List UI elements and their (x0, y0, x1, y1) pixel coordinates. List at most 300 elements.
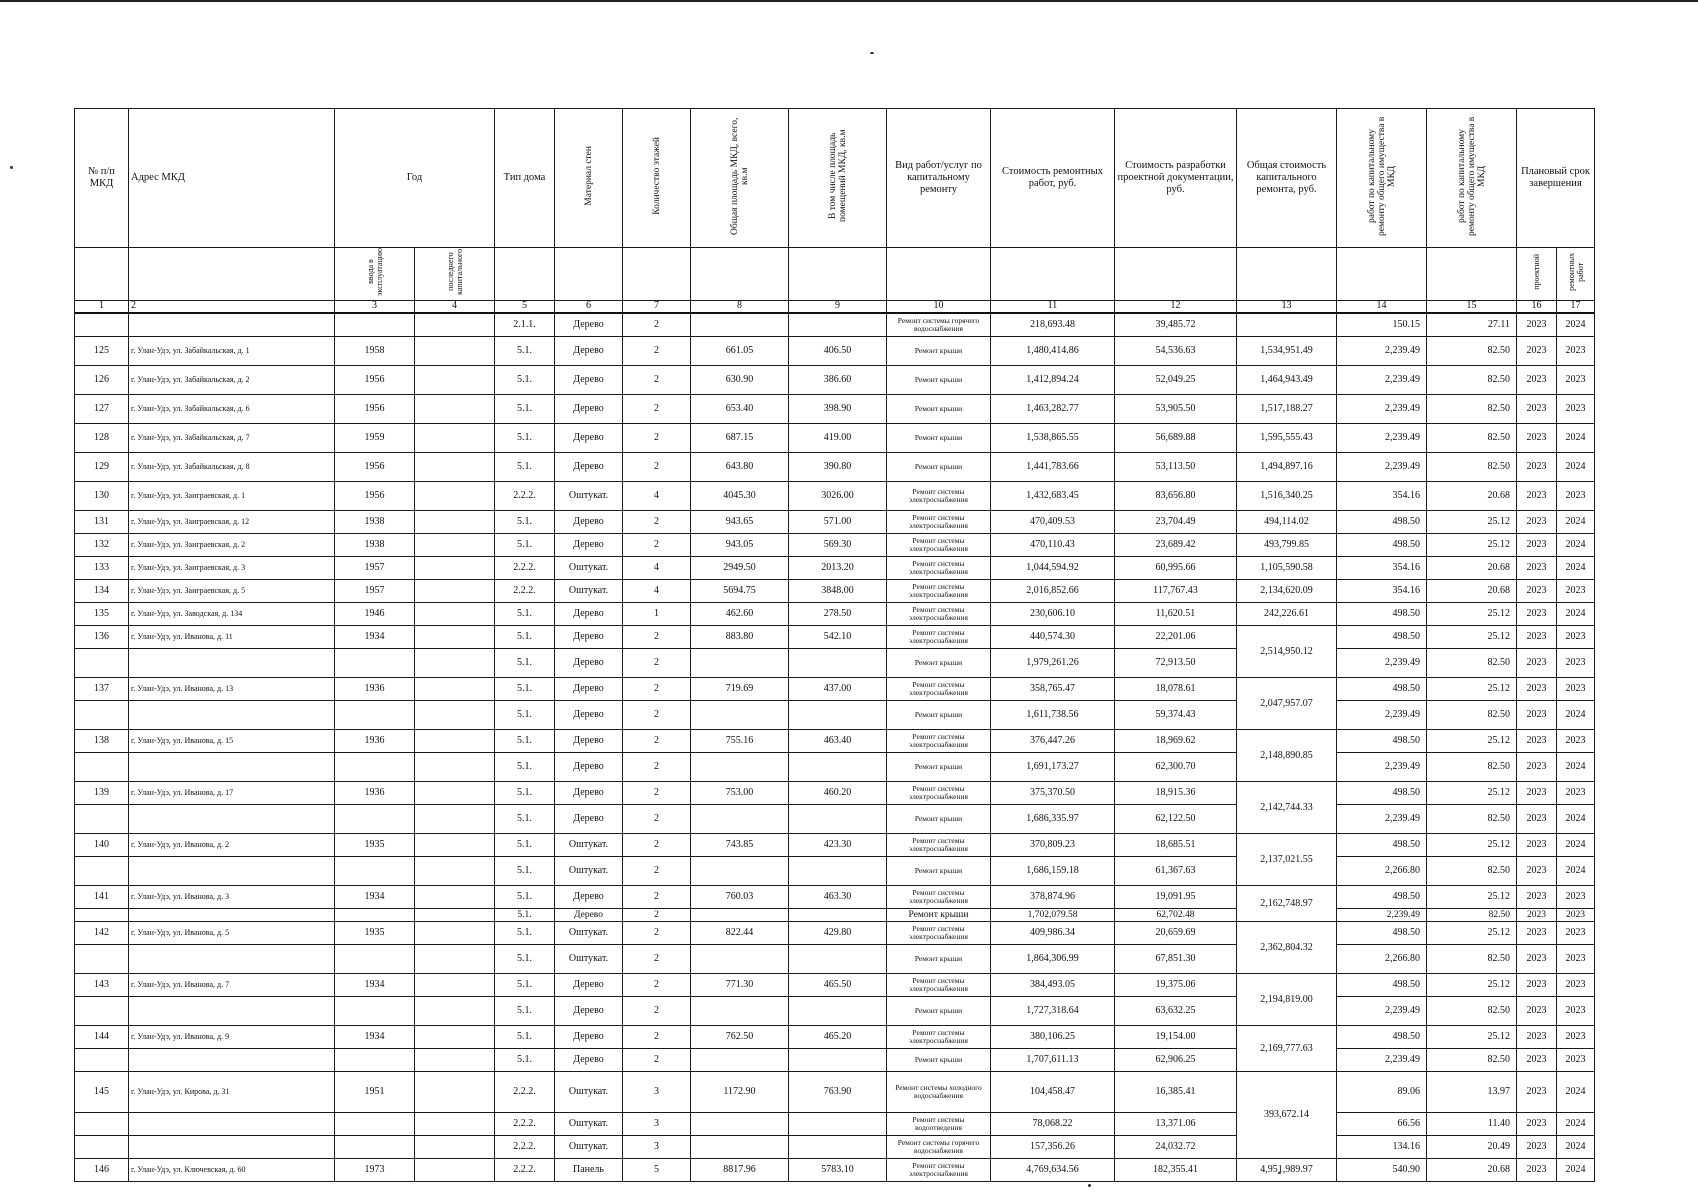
cell-address (129, 856, 335, 885)
cell-plan-design-year: 2023 (1517, 625, 1557, 648)
cell-address: г. Улан-Удэ, ул. Иванова, д. 15 (129, 729, 335, 752)
cell-year-last-repair (415, 1071, 495, 1112)
cell-unit-cost-design: 82.50 (1427, 804, 1517, 833)
cell-plan-work-year: 2023 (1557, 579, 1595, 602)
cell-unit-cost-design: 82.50 (1427, 1048, 1517, 1071)
cell-unit-cost-work: 2,239.49 (1337, 394, 1427, 423)
cell-year-last-repair (415, 1048, 495, 1071)
cell-area-total: 4045.30 (691, 481, 789, 510)
cell-area-premises: 3026.00 (789, 481, 887, 510)
cell-unit-cost-design: 82.50 (1427, 856, 1517, 885)
cell-area-total: 2949.50 (691, 556, 789, 579)
cell-cost-design: 11,620.51 (1115, 602, 1237, 625)
cell-year-last-repair (415, 510, 495, 533)
cell-year-built: 1956 (335, 394, 415, 423)
cell-area-total: 8817.96 (691, 1158, 789, 1181)
cell-address (129, 313, 335, 337)
cell-area-total (691, 996, 789, 1025)
cell-work-type: Ремонт системы электроснабжения (887, 625, 991, 648)
cell-year-built (335, 313, 415, 337)
cell-house-type: 5.1. (495, 996, 555, 1025)
cell-year-built (335, 1048, 415, 1071)
table-row (75, 1112, 1595, 1135)
cell-year-built: 1946 (335, 602, 415, 625)
cell-floor-count: 2 (623, 423, 691, 452)
cell-unit-cost-work: 2,239.49 (1337, 648, 1427, 677)
cell-unit-cost-design: 25.12 (1427, 625, 1517, 648)
cell-unit-cost-work: 150.15 (1337, 313, 1427, 337)
cell-plan-design-year: 2023 (1517, 452, 1557, 481)
cell-wall-material: Оштукат. (555, 1135, 623, 1158)
cell-area-premises (789, 1135, 887, 1158)
cell-plan-work-year: 2023 (1557, 1048, 1595, 1071)
cell-year-built: 1956 (335, 365, 415, 394)
cell-cost-total: 1,464,943.49 (1237, 365, 1337, 394)
cell-address: г. Улан-Удэ, ул. Иванова, д. 5 (129, 921, 335, 944)
cell-area-premises (789, 908, 887, 921)
cell-house-type: 5.1. (495, 781, 555, 804)
cell-area-total: 5694.75 (691, 579, 789, 602)
cell-cost-total: 2,514,950.12 (1237, 625, 1337, 677)
cell-house-type: 5.1. (495, 625, 555, 648)
cell-wall-material: Оштукат. (555, 579, 623, 602)
cell-address (129, 1048, 335, 1071)
cell-address: г. Улан-Удэ, ул. Ключевская, д. 60 (129, 1158, 335, 1181)
cell-floor-count: 2 (623, 885, 691, 908)
cell-wall-material: Дерево (555, 423, 623, 452)
cell-plan-work-year: 2024 (1557, 1071, 1595, 1112)
table-row (75, 1025, 1595, 1048)
cell-address (129, 804, 335, 833)
cell-cost-design: 62,906.25 (1115, 1048, 1237, 1071)
cell-year-last-repair (415, 648, 495, 677)
cell-floor-count: 2 (623, 729, 691, 752)
cell-house-type: 5.1. (495, 1025, 555, 1048)
cell-year-last-repair (415, 602, 495, 625)
cell-cost-design: 39,485.72 (1115, 313, 1237, 337)
cell-area-premises: 569.30 (789, 533, 887, 556)
cell-plan-work-year: 2023 (1557, 394, 1595, 423)
cell-unit-cost-work: 2,239.49 (1337, 752, 1427, 781)
cell-mkd-number: 134 (75, 579, 129, 602)
cell-cost-design: 19,154.00 (1115, 1025, 1237, 1048)
cell-cost-design: 22,201.06 (1115, 625, 1237, 648)
cell-address: г. Улан-Удэ, ул. Иванова, д. 9 (129, 1025, 335, 1048)
cell-mkd-number: 145 (75, 1071, 129, 1112)
cell-area-premises (789, 313, 887, 337)
cell-area-total (691, 648, 789, 677)
cell-floor-count: 2 (623, 752, 691, 781)
cell-year-built: 1956 (335, 481, 415, 510)
header-unit-cost-design: работ по капитальному ремонту общего имущества в МКД (1427, 109, 1517, 248)
cell-mkd-number: 130 (75, 481, 129, 510)
cell-area-premises: 2013.20 (789, 556, 887, 579)
cell-house-type: 5.1. (495, 921, 555, 944)
cell-house-type: 5.1. (495, 533, 555, 556)
cell-cost-repair: 157,356.26 (991, 1135, 1115, 1158)
cell-unit-cost-work: 66.56 (1337, 1112, 1427, 1135)
cell-year-built: 1935 (335, 921, 415, 944)
cell-wall-material: Дерево (555, 602, 623, 625)
cell-unit-cost-work: 2,239.49 (1337, 908, 1427, 921)
cell-year-built: 1935 (335, 833, 415, 856)
cell-plan-design-year: 2023 (1517, 313, 1557, 337)
cell-cost-design: 23,689.42 (1115, 533, 1237, 556)
cell-cost-design: 62,702.48 (1115, 908, 1237, 921)
cell-work-type: Ремонт системы электроснабжения (887, 1025, 991, 1048)
cell-work-type: Ремонт крыши (887, 1048, 991, 1071)
cell-house-type: 2.2.2. (495, 1112, 555, 1135)
cell-plan-work-year: 2024 (1557, 1112, 1595, 1135)
col-number: 11 (991, 300, 1115, 313)
cell-year-last-repair (415, 579, 495, 602)
cell-mkd-number (75, 752, 129, 781)
cell-year-last-repair (415, 1025, 495, 1048)
cell-unit-cost-design: 25.12 (1427, 677, 1517, 700)
cell-cost-total: 2,142,744.33 (1237, 781, 1337, 833)
cell-floor-count: 4 (623, 579, 691, 602)
cell-area-premises (789, 1048, 887, 1071)
cell-mkd-number (75, 1112, 129, 1135)
cell-unit-cost-design: 20.68 (1427, 556, 1517, 579)
cell-plan-work-year: 2023 (1557, 365, 1595, 394)
cell-year-last-repair (415, 996, 495, 1025)
cell-area-total (691, 313, 789, 337)
cell-unit-cost-work: 498.50 (1337, 1025, 1427, 1048)
table-row (75, 556, 1595, 579)
cell-unit-cost-design: 82.50 (1427, 700, 1517, 729)
cell-mkd-number: 135 (75, 602, 129, 625)
cell-year-last-repair (415, 481, 495, 510)
cell-work-type: Ремонт системы электроснабжения (887, 833, 991, 856)
cell-mkd-number: 146 (75, 1158, 129, 1181)
cell-plan-work-year: 2024 (1557, 313, 1595, 337)
cell-wall-material: Дерево (555, 1048, 623, 1071)
cell-cost-repair: 470,110.43 (991, 533, 1115, 556)
cell-cost-total: 1,534,951.49 (1237, 336, 1337, 365)
cell-work-type: Ремонт системы электроснабжения (887, 602, 991, 625)
col-number: 3 (335, 300, 415, 313)
cell-address: г. Улан-Удэ, ул. Забайкальская, д. 7 (129, 423, 335, 452)
cell-unit-cost-work: 354.16 (1337, 481, 1427, 510)
cell-floor-count: 2 (623, 996, 691, 1025)
table-row (75, 648, 1595, 677)
cell-floor-count: 2 (623, 336, 691, 365)
cell-floor-count: 2 (623, 533, 691, 556)
cell-area-total (691, 1135, 789, 1158)
cell-area-premises: 460.20 (789, 781, 887, 804)
col-number: 6 (555, 300, 623, 313)
cell-area-premises: 571.00 (789, 510, 887, 533)
cell-plan-design-year: 2023 (1517, 729, 1557, 752)
cell-cost-design: 62,300.70 (1115, 752, 1237, 781)
cell-work-type: Ремонт системы электроснабжения (887, 921, 991, 944)
cell-mkd-number (75, 648, 129, 677)
cell-cost-design: 19,375.06 (1115, 973, 1237, 996)
cell-wall-material: Дерево (555, 996, 623, 1025)
cell-unit-cost-design: 82.50 (1427, 648, 1517, 677)
cell-address (129, 944, 335, 973)
cell-year-built: 1957 (335, 579, 415, 602)
cell-year-last-repair (415, 625, 495, 648)
cell-area-premises: 465.50 (789, 973, 887, 996)
cell-work-type: Ремонт крыши (887, 452, 991, 481)
cell-cost-total: 2,137,021.55 (1237, 833, 1337, 885)
cell-area-premises: 390.80 (789, 452, 887, 481)
cell-wall-material: Дерево (555, 394, 623, 423)
cell-unit-cost-work: 354.16 (1337, 579, 1427, 602)
cell-area-total (691, 1112, 789, 1135)
cell-plan-design-year: 2023 (1517, 752, 1557, 781)
table-row (75, 677, 1595, 700)
cell-cost-design: 19,091.95 (1115, 885, 1237, 908)
scan-speck (1088, 1184, 1091, 1187)
cell-address (129, 752, 335, 781)
subheader-row (75, 248, 1595, 301)
cell-area-premises: 278.50 (789, 602, 887, 625)
cell-wall-material: Дерево (555, 648, 623, 677)
cell-plan-design-year: 2023 (1517, 781, 1557, 804)
table-row (75, 602, 1595, 625)
cell-year-built (335, 908, 415, 921)
table-row (75, 1135, 1595, 1158)
cell-unit-cost-design: 25.12 (1427, 885, 1517, 908)
col-number: 13 (1237, 300, 1337, 313)
cell-unit-cost-work: 2,239.49 (1337, 336, 1427, 365)
cell-mkd-number: 129 (75, 452, 129, 481)
cell-cost-design: 117,767.43 (1115, 579, 1237, 602)
header-address: Адрес МКД (129, 109, 335, 248)
col-number: 8 (691, 300, 789, 313)
cell-address: г. Улан-Удэ, ул. Забайкальская, д. 2 (129, 365, 335, 394)
cell-area-premises: 398.90 (789, 394, 887, 423)
cell-unit-cost-design: 20.68 (1427, 1158, 1517, 1181)
cell-plan-design-year: 2023 (1517, 533, 1557, 556)
cell-plan-work-year: 2023 (1557, 648, 1595, 677)
cell-wall-material: Оштукат. (555, 833, 623, 856)
cell-wall-material: Дерево (555, 677, 623, 700)
cell-plan-work-year: 2023 (1557, 336, 1595, 365)
cell-plan-design-year: 2023 (1517, 700, 1557, 729)
cell-work-type: Ремонт крыши (887, 700, 991, 729)
cell-year-built (335, 752, 415, 781)
cell-address: г. Улан-Удэ, ул. Заиграевская, д. 3 (129, 556, 335, 579)
cell-year-built (335, 804, 415, 833)
cell-area-premises (789, 856, 887, 885)
cell-wall-material: Дерево (555, 973, 623, 996)
cell-year-built: 1938 (335, 510, 415, 533)
cell-plan-design-year: 2023 (1517, 1025, 1557, 1048)
cell-floor-count: 3 (623, 1135, 691, 1158)
cell-unit-cost-design: 82.50 (1427, 996, 1517, 1025)
cell-floor-count: 2 (623, 908, 691, 921)
cell-cost-design: 18,685.51 (1115, 833, 1237, 856)
cell-work-type: Ремонт крыши (887, 908, 991, 921)
cell-cost-repair: 218,693.48 (991, 313, 1115, 337)
table-row (75, 1071, 1595, 1112)
cell-house-type: 5.1. (495, 336, 555, 365)
cell-wall-material: Оштукат. (555, 856, 623, 885)
cell-house-type: 5.1. (495, 856, 555, 885)
cell-floor-count: 2 (623, 804, 691, 833)
cell-plan-work-year: 2024 (1557, 856, 1595, 885)
cell-plan-work-year: 2023 (1557, 625, 1595, 648)
cell-plan-design-year: 2023 (1517, 921, 1557, 944)
table-row (75, 921, 1595, 944)
table-row (75, 885, 1595, 908)
table-row (75, 365, 1595, 394)
scan-speck (10, 166, 13, 169)
cell-plan-design-year: 2023 (1517, 365, 1557, 394)
cell-work-type: Ремонт системы электроснабжения (887, 533, 991, 556)
cell-wall-material: Дерево (555, 510, 623, 533)
cell-mkd-number (75, 700, 129, 729)
cell-address (129, 908, 335, 921)
cell-area-total (691, 1048, 789, 1071)
cell-house-type: 5.1. (495, 677, 555, 700)
cell-floor-count: 2 (623, 856, 691, 885)
cell-wall-material: Оштукат. (555, 481, 623, 510)
cell-year-built: 1959 (335, 423, 415, 452)
cell-unit-cost-work: 134.16 (1337, 1135, 1427, 1158)
cell-year-built: 1934 (335, 973, 415, 996)
cell-wall-material: Дерево (555, 729, 623, 752)
cell-work-type: Ремонт крыши (887, 996, 991, 1025)
cell-unit-cost-design: 20.49 (1427, 1135, 1517, 1158)
cell-house-type: 5.1. (495, 602, 555, 625)
cell-cost-repair: 470,409.53 (991, 510, 1115, 533)
cell-plan-design-year: 2023 (1517, 1158, 1557, 1181)
cell-address: г. Улан-Удэ, ул. Заиграевская, д. 1 (129, 481, 335, 510)
cell-year-built: 1973 (335, 1158, 415, 1181)
cell-area-premises (789, 944, 887, 973)
cell-plan-work-year: 2023 (1557, 1025, 1595, 1048)
cell-floor-count: 2 (623, 625, 691, 648)
table-row (75, 510, 1595, 533)
cell-mkd-number (75, 908, 129, 921)
cell-address: г. Улан-Удэ, ул. Забайкальская, д. 6 (129, 394, 335, 423)
cell-wall-material: Дерево (555, 625, 623, 648)
cell-cost-design: 53,905.50 (1115, 394, 1237, 423)
cell-year-built: 1936 (335, 677, 415, 700)
cell-area-total: 760.03 (691, 885, 789, 908)
cell-area-premises: 406.50 (789, 336, 887, 365)
cell-plan-work-year: 2023 (1557, 996, 1595, 1025)
cell-unit-cost-work: 498.50 (1337, 510, 1427, 533)
table-row (75, 804, 1595, 833)
cell-wall-material: Панель (555, 1158, 623, 1181)
cell-wall-material: Дерево (555, 533, 623, 556)
table-row (75, 781, 1595, 804)
cell-mkd-number: 126 (75, 365, 129, 394)
cell-cost-design: 83,656.80 (1115, 481, 1237, 510)
cell-year-built: 1934 (335, 885, 415, 908)
cell-unit-cost-work: 498.50 (1337, 533, 1427, 556)
cell-area-total: 719.69 (691, 677, 789, 700)
cell-year-last-repair (415, 533, 495, 556)
cell-address: г. Улан-Удэ, ул. Заиграевская, д. 2 (129, 533, 335, 556)
cell-plan-work-year: 2024 (1557, 804, 1595, 833)
cell-area-total: 653.40 (691, 394, 789, 423)
cell-address (129, 648, 335, 677)
cell-area-total: 687.15 (691, 423, 789, 452)
cell-plan-work-year: 2023 (1557, 908, 1595, 921)
col-number: 4 (415, 300, 495, 313)
header-area-premises: В том числе площадь помещений МКД, кв.м (789, 109, 887, 248)
cell-house-type: 2.2.2. (495, 1158, 555, 1181)
cell-address: г. Улан-Удэ, ул. Иванова, д. 7 (129, 973, 335, 996)
table-row (75, 533, 1595, 556)
cell-address: г. Улан-Удэ, ул. Кирова, д. 31 (129, 1071, 335, 1112)
cell-cost-total: 1,595,555.43 (1237, 423, 1337, 452)
cell-area-premises: 542.10 (789, 625, 887, 648)
cell-cost-total: 493,799.85 (1237, 533, 1337, 556)
cell-plan-work-year: 2023 (1557, 944, 1595, 973)
cell-cost-design: 18,078.61 (1115, 677, 1237, 700)
cell-unit-cost-design: 27.11 (1427, 313, 1517, 337)
cell-area-premises: 419.00 (789, 423, 887, 452)
cell-mkd-number: 143 (75, 973, 129, 996)
table-row (75, 313, 1595, 337)
col-number: 7 (623, 300, 691, 313)
cell-year-built: 1957 (335, 556, 415, 579)
cell-unit-cost-design: 25.12 (1427, 781, 1517, 804)
cell-house-type: 5.1. (495, 648, 555, 677)
cell-cost-repair: 384,493.05 (991, 973, 1115, 996)
cell-year-built (335, 996, 415, 1025)
cell-floor-count: 2 (623, 1048, 691, 1071)
cell-area-total: 643.80 (691, 452, 789, 481)
cell-year-last-repair (415, 944, 495, 973)
cell-cost-total: 2,134,620.09 (1237, 579, 1337, 602)
cell-plan-work-year: 2024 (1557, 1158, 1595, 1181)
cell-year-built: 1958 (335, 336, 415, 365)
cell-floor-count: 2 (623, 510, 691, 533)
cell-unit-cost-design: 25.12 (1427, 921, 1517, 944)
header-type: Тип дома (495, 109, 555, 248)
header-cost-repair: Стоимость ремонтных работ, руб. (991, 109, 1115, 248)
cell-cost-repair: 440,574.30 (991, 625, 1115, 648)
cell-cost-design: 23,704.49 (1115, 510, 1237, 533)
cell-year-built: 1938 (335, 533, 415, 556)
cell-area-total: 883.80 (691, 625, 789, 648)
cell-mkd-number: 141 (75, 885, 129, 908)
cell-plan-design-year: 2023 (1517, 1048, 1557, 1071)
cell-area-total: 1172.90 (691, 1071, 789, 1112)
cell-wall-material: Оштукат. (555, 556, 623, 579)
cell-house-type: 5.1. (495, 908, 555, 921)
cell-address: г. Улан-Удэ, ул. Заиграевская, д. 5 (129, 579, 335, 602)
cell-plan-work-year: 2023 (1557, 729, 1595, 752)
col-number: 12 (1115, 300, 1237, 313)
cell-unit-cost-work: 2,239.49 (1337, 804, 1427, 833)
cell-floor-count: 2 (623, 781, 691, 804)
cell-cost-design: 62,122.50 (1115, 804, 1237, 833)
cell-area-total: 630.90 (691, 365, 789, 394)
cell-cost-repair: 78,068.22 (991, 1112, 1115, 1135)
cell-unit-cost-work: 354.16 (1337, 556, 1427, 579)
cell-address (129, 996, 335, 1025)
cell-wall-material: Дерево (555, 752, 623, 781)
cell-wall-material: Оштукат. (555, 944, 623, 973)
cell-house-type: 5.1. (495, 804, 555, 833)
cell-house-type: 2.2.2. (495, 1135, 555, 1158)
cell-unit-cost-work: 2,239.49 (1337, 700, 1427, 729)
cell-house-type: 5.1. (495, 833, 555, 856)
col-number: 15 (1427, 300, 1517, 313)
cell-plan-work-year: 2024 (1557, 752, 1595, 781)
cell-floor-count: 2 (623, 677, 691, 700)
